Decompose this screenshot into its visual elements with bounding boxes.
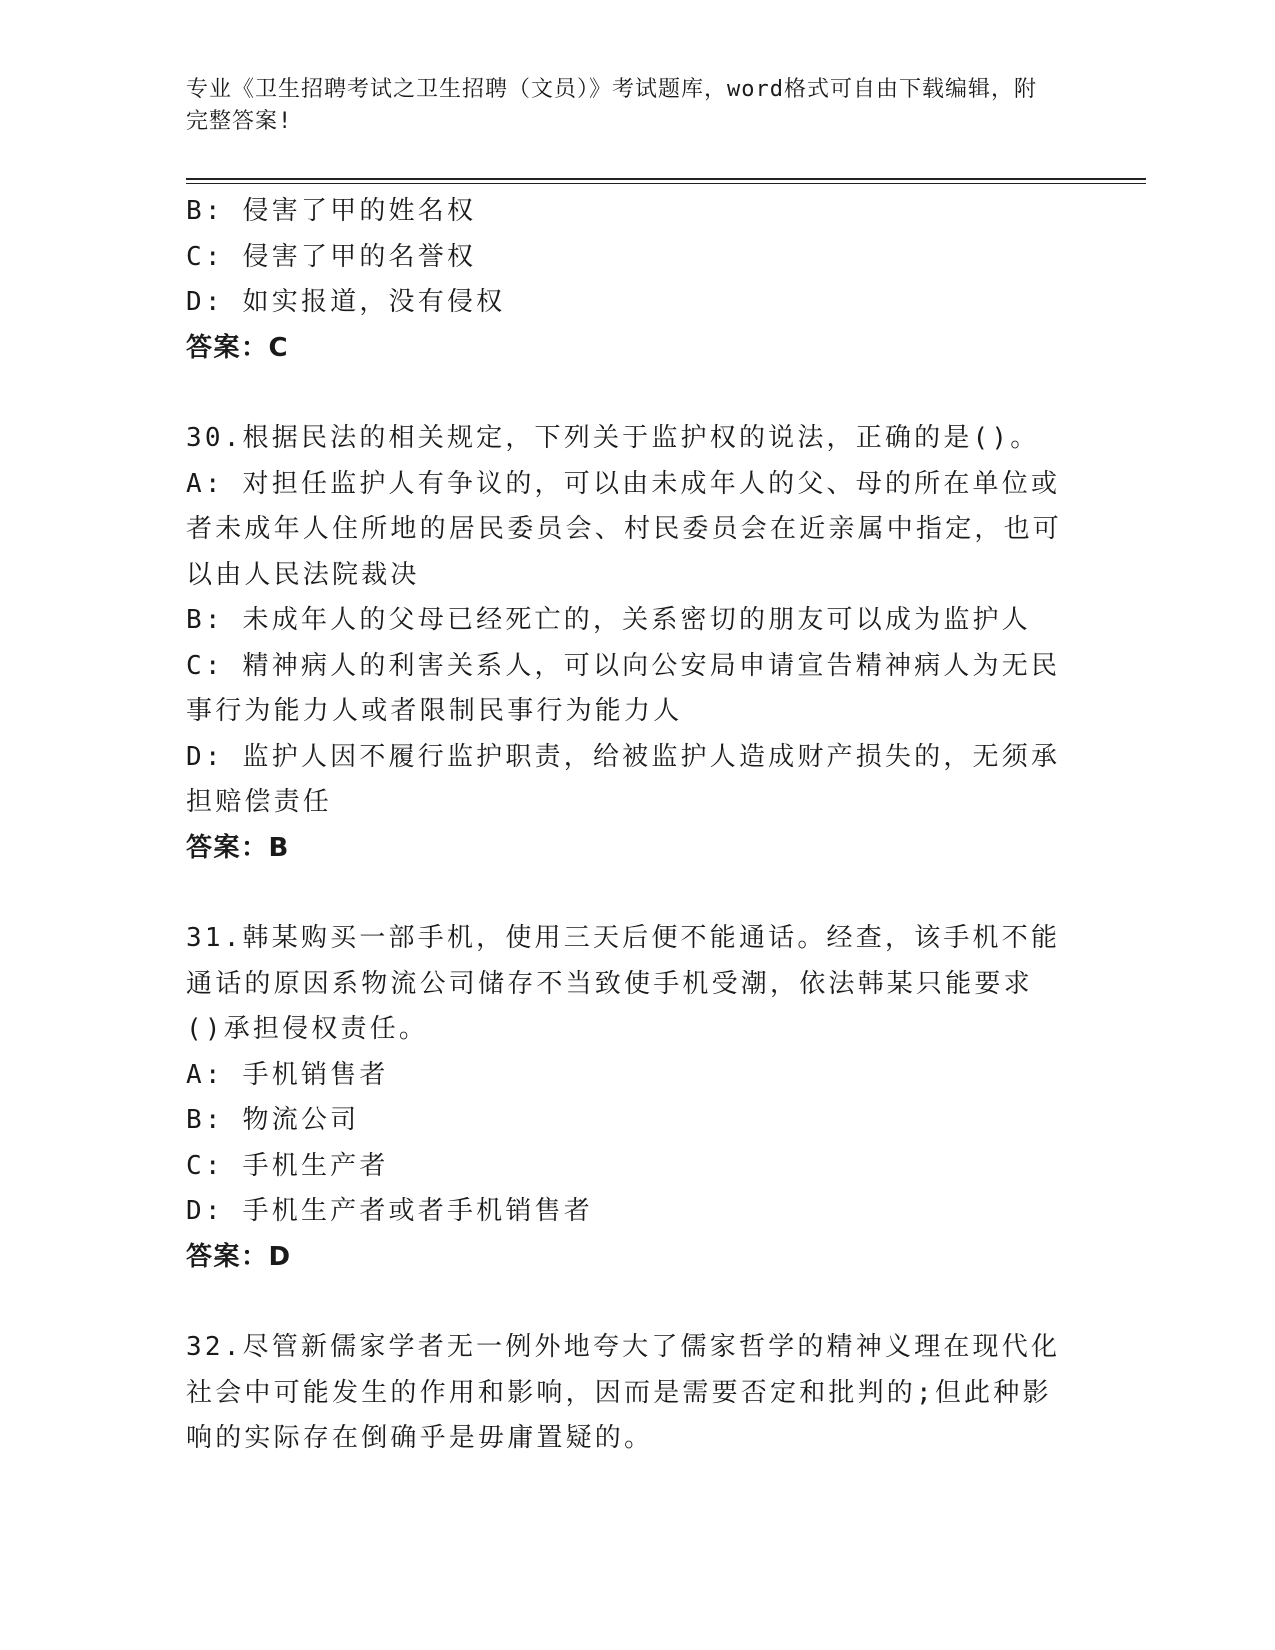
- option-b: B: 物流公司: [186, 1105, 360, 1135]
- answer: 答案：B: [186, 832, 290, 863]
- question-32: [186, 1325, 1066, 1462]
- answer: 答案：D: [186, 1241, 292, 1272]
- header-divider-thick: [186, 178, 1146, 180]
- option-d: D: 如实报道，没有侵权: [186, 287, 506, 317]
- question-30: [186, 416, 1066, 871]
- question-spacer: [186, 371, 1066, 416]
- option-a: A: 对担任监护人有争议的，可以由未成年人的父、母的所在单位或者未成年人住所地的居民委员会、村民委员会在近亲属中指定，也可以由人民法院裁决: [186, 468, 1063, 590]
- question-29-tail: [186, 189, 1066, 371]
- question-31: [186, 916, 1066, 1280]
- question-content: [186, 189, 1066, 1462]
- option-c: C: 精神病人的利害关系人，可以向公安局申请宣告精神病人为无民事行为能力人或者限制民事行为能力人: [186, 650, 1061, 726]
- option-c: C: 手机生产者: [186, 1150, 389, 1181]
- option-b: B: 侵害了甲的姓名权: [186, 196, 477, 226]
- question-spacer: [186, 1280, 1066, 1325]
- question-stem: 32.尽管新儒家学者无一例外地夸大了儒家哲学的精神义理在现代化社会中可能发生的作用和影响，因而是需要否定和批判的;但此种影响的实际存在倒确乎是毋庸置疑的。: [186, 1332, 1061, 1453]
- question-spacer: [186, 871, 1066, 916]
- question-stem: 31.韩某购买一部手机，使用三天后便不能通话。经查，该手机不能通话的原因系物流公司储存不当致使手机受潮，依法韩某只能要求()承担侵权责任。: [186, 923, 1061, 1044]
- option-c: C: 侵害了甲的名誉权: [186, 241, 477, 272]
- option-d: D: 手机生产者或者手机销售者: [186, 1196, 593, 1226]
- header-divider-thin: [186, 183, 1146, 184]
- option-d: D: 监护人因不履行监护职责，给被监护人造成财产损失的，无须承担赔偿责任: [186, 741, 1061, 817]
- option-b: B: 未成年人的父母已经死亡的，关系密切的朋友可以成为监护人: [186, 605, 1031, 635]
- document-header: 专业《卫生招聘考试之卫生招聘（文员）》考试题库，word格式可自由下载编辑，附完整答案!: [186, 77, 1037, 134]
- option-a: A: 手机销售者: [186, 1059, 389, 1090]
- answer: 答案：C: [186, 332, 290, 363]
- question-stem: 30.根据民法的相关规定，下列关于监护权的说法，正确的是()。: [186, 423, 1040, 453]
